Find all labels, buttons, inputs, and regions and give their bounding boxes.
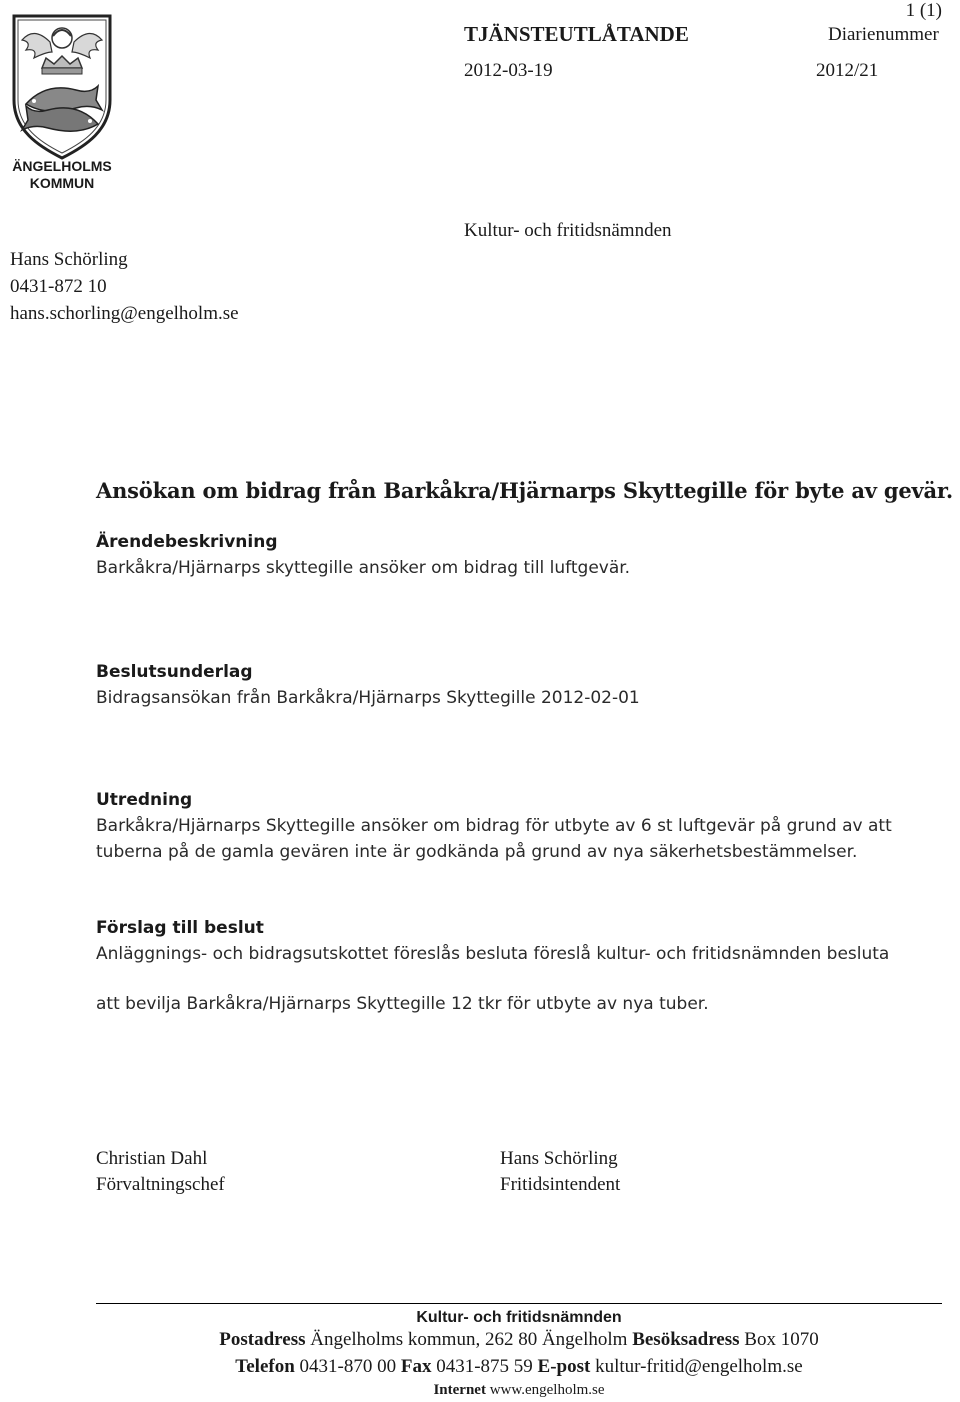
epost-label: E-post xyxy=(537,1356,591,1377)
diarie-number: 2012/21 xyxy=(816,60,879,81)
section-heading: Ärendebeskrivning xyxy=(96,532,278,552)
internet-label: Internet xyxy=(433,1382,486,1398)
section-heading: Beslutsunderlag xyxy=(96,662,253,682)
document-date: 2012-03-19 xyxy=(464,60,553,81)
section-text: Bidragsansökan från Barkåkra/Hjärnarps Skyttegille 2012-02-01 xyxy=(96,688,640,708)
internet-value: www.engelholm.se xyxy=(489,1382,605,1398)
section-text: att bevilja Barkåkra/Hjärnarps Skyttegille 12 tkr för utbyte av nya tuber. xyxy=(96,994,709,1014)
sender-name: Hans Schörling xyxy=(10,249,128,270)
document-type: TJÄNSTEUTLÅTANDE xyxy=(464,22,689,46)
logo-text: ÄNGELHOLMS KOMMUN xyxy=(12,158,112,191)
signature-title: Fritidsintendent xyxy=(500,1174,621,1195)
epost-value: kultur-fritid@engelholm.se xyxy=(595,1356,803,1377)
fax-label: Fax xyxy=(400,1356,432,1377)
signature-name: Christian Dahl xyxy=(96,1148,208,1169)
sender-email: hans.schorling@engelholm.se xyxy=(10,303,239,324)
postadress-value: Ängelholms kommun, 262 80 Ängelholm xyxy=(310,1329,628,1350)
telefon-label: Telefon xyxy=(235,1356,295,1377)
sender-block xyxy=(10,246,239,327)
sender-phone: 0431-872 10 xyxy=(10,276,107,297)
recipient: Kultur- och fritidsnämnden xyxy=(464,220,672,241)
telefon-value: 0431-870 00 xyxy=(299,1356,397,1377)
document-title: Ansökan om bidrag från Barkåkra/Hjärnarps Skyttegille för byte av gevär. xyxy=(96,478,953,503)
section-heading: Förslag till beslut xyxy=(96,918,264,938)
footer-org: Kultur- och fritidsnämnden xyxy=(416,1309,622,1326)
postadress-label: Postadress xyxy=(219,1329,306,1350)
page-number: 1 (1) xyxy=(905,0,942,21)
footer-address xyxy=(96,1329,942,1351)
section-heading: Utredning xyxy=(96,790,193,810)
footer-contact xyxy=(96,1356,942,1378)
signature-title: Förvaltningschef xyxy=(96,1174,225,1195)
besoksadress-value: Box 1070 xyxy=(744,1329,819,1350)
diarie-label: Diarienummer xyxy=(828,24,939,45)
coat-of-arms-icon xyxy=(6,12,118,162)
besoksadress-label: Besöksadress xyxy=(632,1329,740,1350)
section-text: tuberna på de gamla gevären inte är godkända på grund av nya säkerhetsbestämmelser. xyxy=(96,842,858,862)
section-text: Barkåkra/Hjärnarps skyttegille ansöker om bidrag till luftgevär. xyxy=(96,558,631,578)
footer-divider xyxy=(96,1303,942,1304)
fax-value: 0431-875 59 xyxy=(436,1356,533,1377)
footer-internet xyxy=(96,1382,942,1399)
section-text: Anläggnings- och bidragsutskottet föreslås besluta föreslå kultur- och fritidsnämnden besluta xyxy=(96,944,890,964)
section-text: Barkåkra/Hjärnarps Skyttegille ansöker om bidrag för utbyte av 6 st luftgevär på grund av att xyxy=(96,816,892,836)
signature-name: Hans Schörling xyxy=(500,1148,618,1169)
